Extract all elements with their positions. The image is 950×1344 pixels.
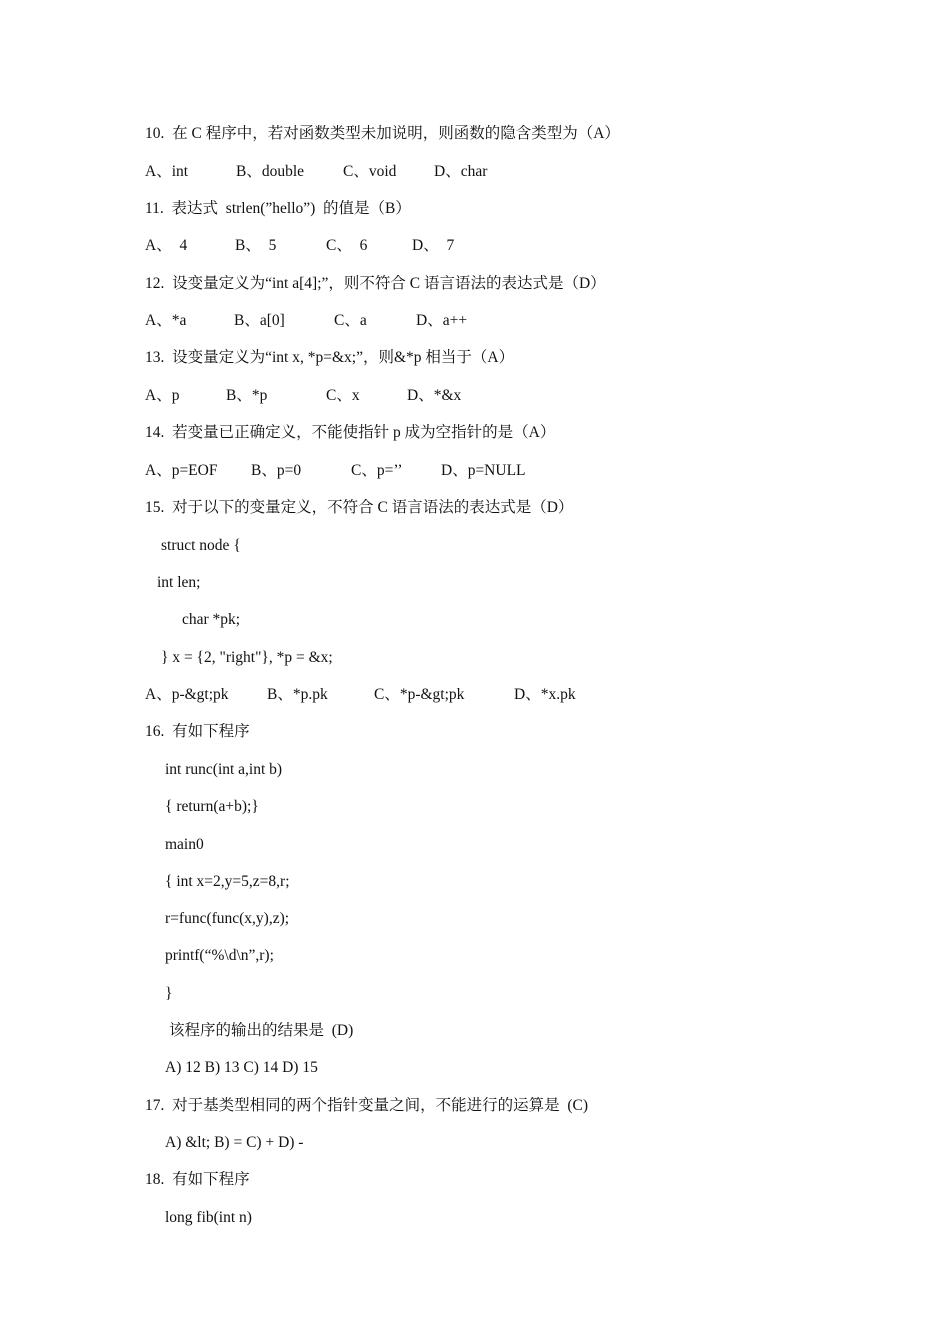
options-14 xyxy=(145,461,745,481)
option-d: D、*&x xyxy=(407,387,462,404)
option-b: B、 5 xyxy=(235,237,277,254)
code-line: main0 xyxy=(165,836,204,853)
option-d: D、 7 xyxy=(412,237,455,254)
question-14: 14. 若变量已正确定义，不能使指针 p 成为空指针的是（A） xyxy=(145,424,556,441)
option-a: A、p-&gt;pk xyxy=(145,686,229,703)
option-a: A、p xyxy=(145,387,180,404)
option-b: B、p=0 xyxy=(251,462,302,479)
answer-line: 该程序的输出的结果是 (D) xyxy=(169,1022,354,1039)
option-c: C、a xyxy=(334,312,367,329)
options-11 xyxy=(145,236,745,256)
options-10 xyxy=(145,162,745,182)
option-d: D、char xyxy=(434,163,488,180)
question-16: 16. 有如下程序 xyxy=(145,723,250,740)
option-b: B、*p xyxy=(226,387,268,404)
option-c: C、 6 xyxy=(326,237,368,254)
code-line: char *pk; xyxy=(182,611,241,628)
code-line: } xyxy=(165,985,173,1002)
option-a: A、 4 xyxy=(145,237,188,254)
code-line: { int x=2,y=5,z=8,r; xyxy=(165,873,290,890)
code-line: } x = {2, "right"}, *p = &x; xyxy=(161,649,333,666)
code-line: { return(a+b);} xyxy=(165,798,259,815)
option-a: A、*a xyxy=(145,312,187,329)
option-c: C、x xyxy=(326,387,360,404)
options-15 xyxy=(145,685,745,705)
question-10: 10. 在 C 程序中，若对函数类型未加说明，则函数的隐含类型为（A） xyxy=(145,125,620,142)
options-13 xyxy=(145,386,745,406)
option-a: A、int xyxy=(145,163,189,180)
options-17: A) &lt; B) = C) + D) - xyxy=(165,1134,304,1151)
code-line: long fib(int n) xyxy=(165,1209,252,1226)
option-d: D、a++ xyxy=(416,312,468,329)
code-line: int len; xyxy=(157,574,201,591)
question-17: 17. 对于基类型相同的两个指针变量之间，不能进行的运算是 (C) xyxy=(145,1097,589,1114)
option-d: D、*x.pk xyxy=(514,686,576,703)
question-12: 12. 设变量定义为“int a[4];”，则不符合 C 语言语法的表达式是（D） xyxy=(145,275,606,292)
options-12 xyxy=(145,311,745,331)
question-13: 13. 设变量定义为“int x, *p=&x;”，则&*p 相当于（A） xyxy=(145,349,515,366)
option-d: D、p=NULL xyxy=(441,462,526,479)
option-a: A、p=EOF xyxy=(145,462,218,479)
question-18: 18. 有如下程序 xyxy=(145,1171,250,1188)
question-11: 11. 表达式 strlen(”hello”) 的值是（B） xyxy=(145,200,411,217)
option-b: B、double xyxy=(236,163,305,180)
option-b: B、*p.pk xyxy=(267,686,328,703)
option-c: C、*p-&gt;pk xyxy=(374,686,465,703)
code-line: printf(“%\d\n”,r); xyxy=(165,947,274,964)
code-line: struct node { xyxy=(161,537,241,554)
question-15: 15. 对于以下的变量定义，不符合 C 语言语法的表达式是（D） xyxy=(145,499,574,516)
option-b: B、a[0] xyxy=(234,312,285,329)
code-line: int runc(int a,int b) xyxy=(165,761,283,778)
options-16: A) 12 B) 13 C) 14 D) 15 xyxy=(165,1059,318,1076)
option-c: C、p=’’ xyxy=(351,462,403,479)
code-line: r=func(func(x,y),z); xyxy=(165,910,290,927)
option-c: C、void xyxy=(343,163,397,180)
